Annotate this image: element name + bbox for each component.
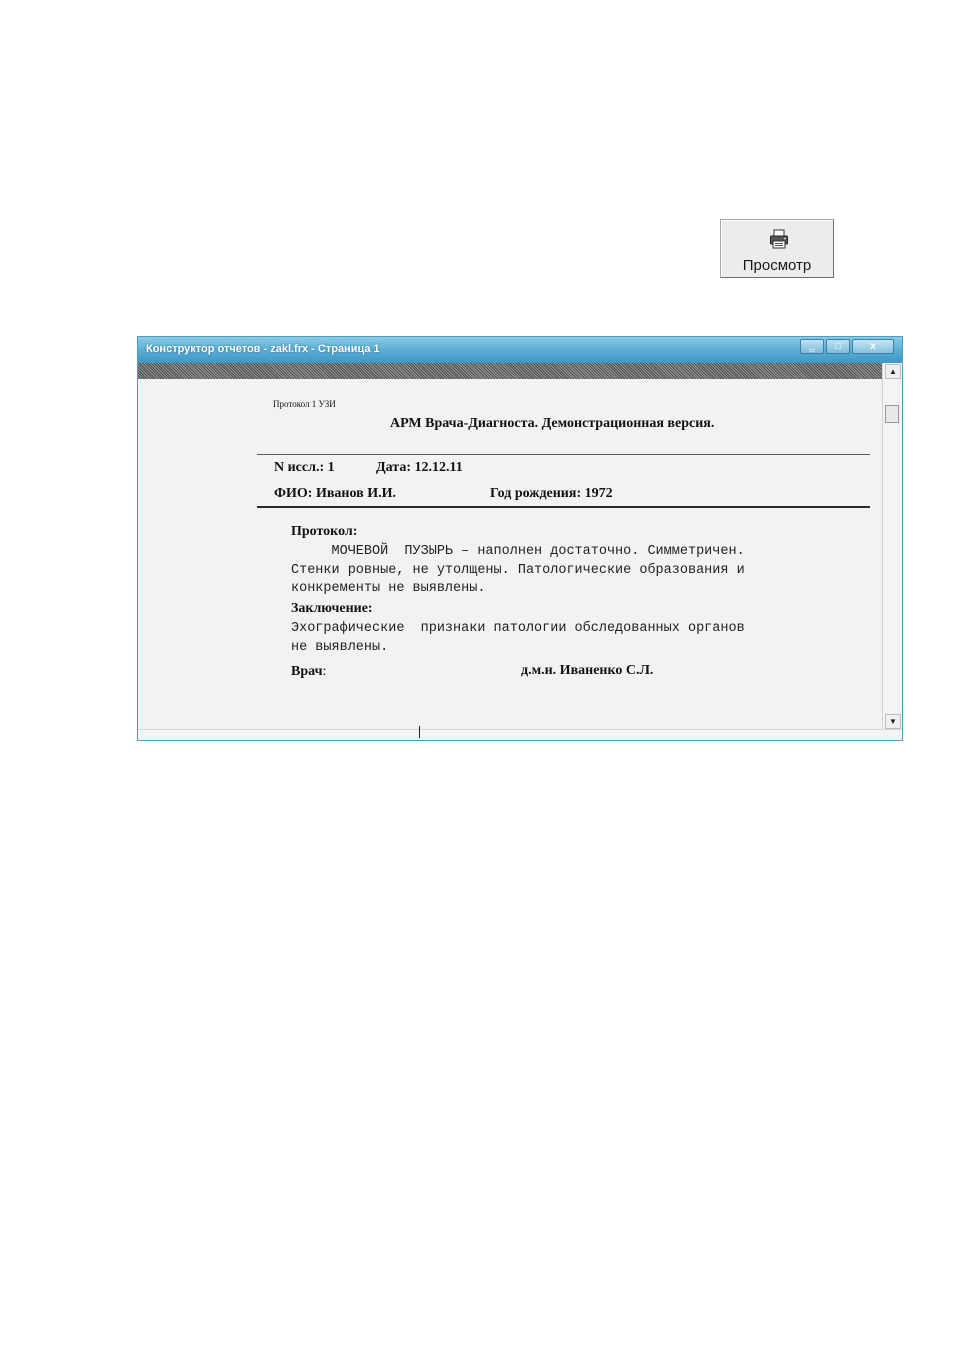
scroll-thumb[interactable] xyxy=(885,405,899,423)
doctor-colon: : xyxy=(322,664,327,679)
report-designer-window xyxy=(137,336,903,741)
conclusion-line: не выявлены. xyxy=(291,639,389,655)
protocol-line: МОЧЕВОЙ ПУЗЫРЬ – наполнен достаточно. Симметричен. xyxy=(291,544,745,559)
maximize-button[interactable]: □ xyxy=(826,339,850,354)
window-titlebar[interactable] xyxy=(138,337,902,363)
doctor-label: Врач xyxy=(291,664,323,679)
scroll-up-icon[interactable]: ▲ xyxy=(885,364,901,379)
fio-value: Иванов И.И. xyxy=(315,486,396,501)
protocol-text xyxy=(291,543,745,599)
ruler-marker xyxy=(419,726,420,738)
close-button[interactable]: x xyxy=(852,339,894,354)
study-number-field xyxy=(274,460,335,476)
window-controls xyxy=(800,339,894,354)
birth-year-value: 1972 xyxy=(584,486,613,501)
doctor-field xyxy=(291,664,326,680)
horizontal-scrollbar[interactable] xyxy=(138,729,902,740)
window-title: Конструктор отчетов - zakl.frx - Страница 1 xyxy=(146,343,380,355)
birth-year-field xyxy=(490,486,613,502)
printer-icon xyxy=(769,229,789,249)
conclusion-label: Заключение: xyxy=(291,601,373,616)
conclusion-line: Эхографические признаки патологии обследованных органов xyxy=(291,621,745,636)
report-main-title: АРМ Врача-Диагноста. Демонстрационная версия. xyxy=(390,416,715,431)
scroll-down-icon[interactable]: ▼ xyxy=(885,714,901,729)
report-page xyxy=(138,379,883,730)
conclusion-text xyxy=(291,620,745,657)
study-number-value: 1 xyxy=(327,460,335,475)
preview-button[interactable] xyxy=(720,219,834,278)
vertical-scrollbar[interactable] xyxy=(882,363,902,730)
fio-label: ФИО: xyxy=(274,486,313,501)
report-small-title: Протокол 1 УЗИ xyxy=(273,399,336,409)
birth-year-label: Год рождения: xyxy=(490,486,582,501)
date-field xyxy=(376,460,463,476)
protocol-line: Стенки ровные, не утолщены. Патологические образования и xyxy=(291,562,745,578)
patient-divider xyxy=(257,506,870,508)
protocol-label: Протокол: xyxy=(291,524,358,539)
study-number-label: N иссл.: xyxy=(274,460,325,475)
band-header-strip xyxy=(138,363,883,379)
date-value: 12.12.11 xyxy=(414,460,463,475)
protocol-line: конкременты не выявлены. xyxy=(291,581,486,596)
preview-button-label: Просмотр xyxy=(742,257,812,274)
doctor-name: д.м.н. Иваненко С.Л. xyxy=(521,663,654,678)
date-label: Дата: xyxy=(376,460,411,475)
header-divider xyxy=(257,454,870,455)
fio-field xyxy=(274,486,396,502)
minimize-button[interactable]: ‗ xyxy=(800,339,824,354)
